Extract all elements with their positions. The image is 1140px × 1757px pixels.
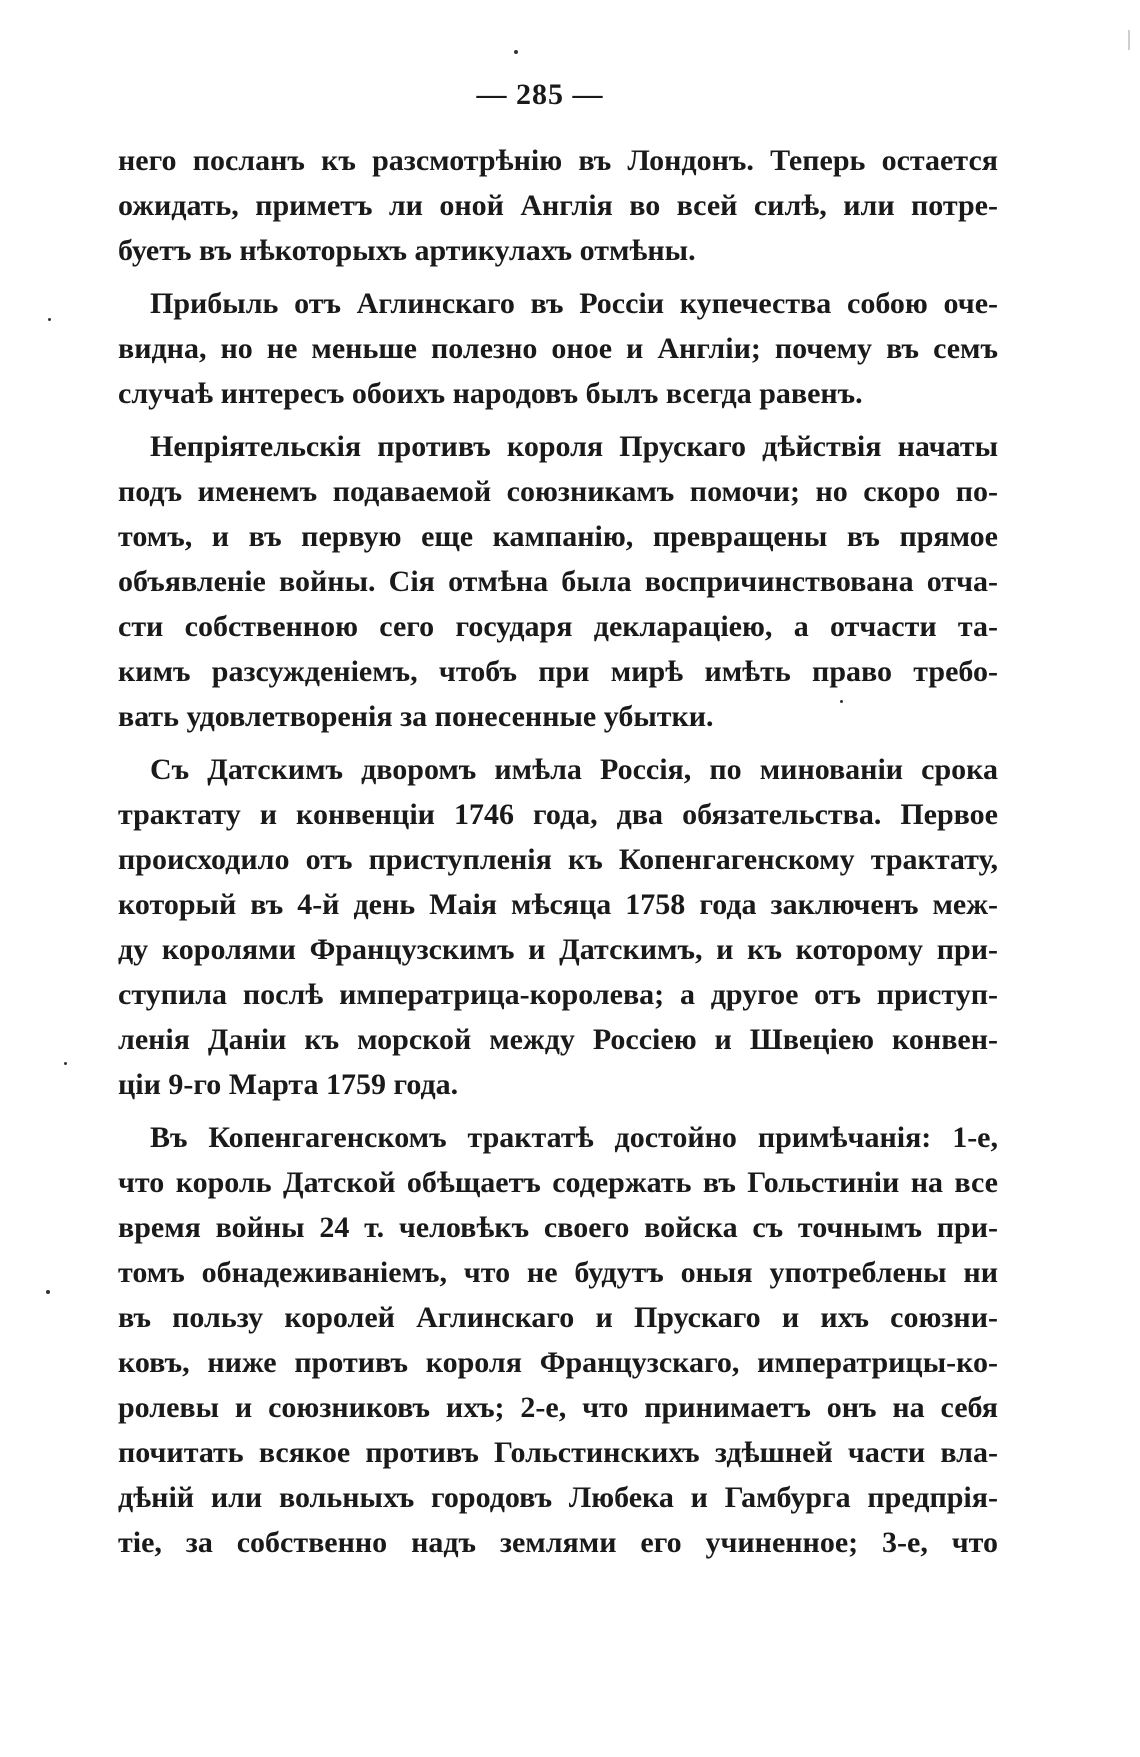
scan-speck: [840, 700, 843, 703]
text-line: случаѣ интересъ обоихъ народовъ былъ всегда равенъ.: [118, 377, 863, 410]
scan-speck: [514, 50, 518, 54]
text-line: него посланъ къ разсмотрѣнію въ Лондонъ. Теперь остается: [118, 144, 998, 177]
text-line: ступила послѣ императрица-королева; а другое отъ приступ-: [118, 978, 998, 1011]
text-line: ціи 9-го Марта 1759 года.: [118, 1068, 459, 1101]
scan-speck: [48, 318, 51, 321]
text-line: Въ Копенгагенскомъ трактатѣ достойно примѣчанія: 1-е,: [150, 1121, 998, 1154]
paragraph: [118, 138, 998, 273]
text-line: ролевы и союзниковъ ихъ; 2-е, что принимаетъ онъ на себя: [118, 1391, 998, 1424]
text-line: Непріятельскія противъ короля Прускаго дѣйствія начаты: [150, 430, 998, 463]
text-line: томъ обнадеживаніемъ, что не будутъ оныя употреблены ни: [118, 1256, 998, 1289]
text-line: вать удовлетворенія за понесенные убытки.: [118, 700, 714, 733]
text-line: тіе, за собственно надъ землями его учиненное; 3-е, что: [118, 1526, 998, 1559]
page-edge-mark: [1128, 30, 1130, 50]
text-line: кимъ разсужденіемъ, чтобъ при мирѣ имѣть право требо-: [118, 655, 998, 688]
page-number: — 285 —: [476, 78, 604, 111]
text-line: который въ 4-й день Маія мѣсяца 1758 года заключенъ меж-: [118, 888, 998, 921]
text-line: происходило отъ приступленія къ Копенгагенскому трактату,: [118, 843, 998, 876]
text-line: видна, но не меньше полезно оное и Англіи; почему въ семъ: [118, 332, 998, 365]
text-line: ду королями Французскимъ и Датскимъ, и къ которому при-: [118, 933, 998, 966]
text-line: время войны 24 т. человѣкъ своего войска съ точнымъ при-: [118, 1211, 998, 1244]
text-line: буетъ въ нѣкоторыхъ артикулахъ отмѣны.: [118, 234, 696, 267]
text-line: ковъ, ниже противъ короля Французскаго, императрицы-ко-: [118, 1346, 998, 1379]
paragraph: [118, 424, 998, 739]
scan-speck: [46, 1290, 50, 1294]
text-line: трактату и конвенціи 1746 года, два обязательства. Первое: [118, 798, 998, 831]
text-line: сти собственною сего государя деклараціею, а отчасти та-: [118, 610, 998, 643]
scan-speck: [64, 1062, 67, 1065]
text-line: въ пользу королей Аглинскаго и Прускаго и ихъ союзни-: [118, 1301, 998, 1334]
text-line: томъ, и въ первую еще кампанію, превращены въ прямое: [118, 520, 998, 553]
text-line: почитать всякое противъ Гольстинскихъ здѣшней части вла-: [118, 1436, 998, 1469]
text-line: объявленіе войны. Сія отмѣна была воспричинствована отча-: [118, 565, 998, 598]
paragraph: [118, 281, 998, 416]
text-line: Прибыль отъ Аглинскаго въ Россіи купечества собою оче-: [150, 287, 998, 320]
paragraph: [118, 747, 998, 1107]
text-line: дѣній или вольныхъ городовъ Любека и Гамбурга предпрія-: [118, 1481, 998, 1514]
text-line: подъ именемъ подаваемой союзникамъ помочи; но скоро по-: [118, 475, 998, 508]
text-line: что король Датской обѣщаетъ содержать въ Гольстиніи на все: [118, 1166, 998, 1199]
text-line: ожидать, приметъ ли оной Англія во всей силѣ, или потре-: [118, 189, 998, 222]
text-line: ленія Даніи къ морской между Россіею и Швеціею конвен-: [118, 1023, 998, 1056]
paragraph: [118, 1115, 998, 1565]
text-line: Съ Датскимъ дворомъ имѣла Россія, по минованіи срока: [150, 753, 998, 786]
page-body: [118, 138, 998, 1565]
